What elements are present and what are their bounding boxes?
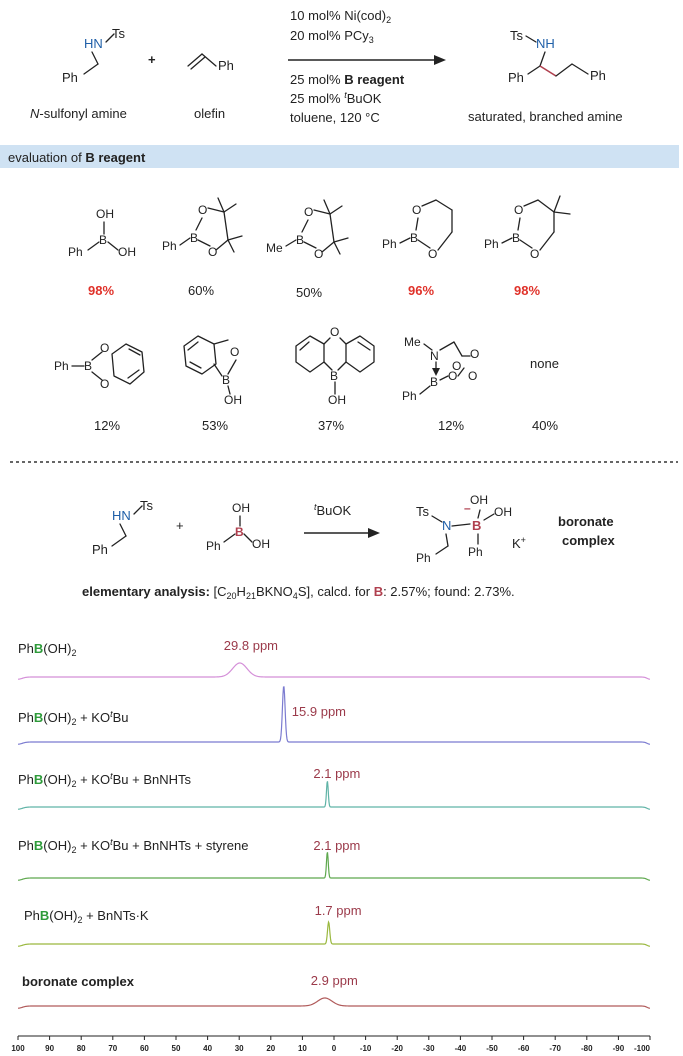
svg-text:B: B bbox=[430, 375, 439, 389]
svg-text:Ph: Ph bbox=[484, 237, 499, 251]
ph-label: Ph bbox=[218, 58, 234, 73]
condition-line-4: 25 mol% $^t$BuOK bbox=[290, 90, 382, 106]
svg-text:Ph: Ph bbox=[162, 239, 177, 253]
elemental-analysis: elementary analysis: $[C_{20}H_{21}BKNO_4S]$, calcd. for B: 2.57%; found: 2.73%. bbox=[82, 584, 515, 601]
svg-text:O: O bbox=[468, 369, 478, 383]
peak-label-1: 29.8 ppm bbox=[223, 638, 279, 653]
reagent-benzoxaborole bbox=[184, 336, 242, 407]
reagent-mida-boronate bbox=[402, 335, 479, 403]
arrow-head bbox=[368, 528, 380, 538]
svg-text:–: – bbox=[464, 501, 471, 515]
axis-tick-label: -100 bbox=[633, 1044, 650, 1053]
svg-text:OH: OH bbox=[232, 501, 250, 515]
axis-tick-label: -70 bbox=[549, 1044, 561, 1053]
peak-label-4: 2.1 ppm bbox=[313, 838, 361, 853]
svg-text:OH: OH bbox=[224, 393, 242, 407]
svg-text:B: B bbox=[222, 373, 231, 387]
svg-text:Ts: Ts bbox=[416, 504, 429, 519]
reagent-neopentyl-glycol-ester bbox=[484, 196, 570, 261]
reagent-label: $^t$BuOK bbox=[314, 502, 352, 518]
reagent-row-2 bbox=[54, 325, 559, 407]
svg-text:B: B bbox=[410, 231, 419, 245]
svg-text:O: O bbox=[412, 203, 422, 217]
yield-value: 98% bbox=[514, 283, 541, 298]
axis-tick-label: 70 bbox=[108, 1044, 118, 1053]
svg-text:Ph: Ph bbox=[402, 389, 417, 403]
svg-text:OH: OH bbox=[96, 207, 114, 221]
axis-tick-label: 30 bbox=[234, 1044, 244, 1053]
svg-text:O: O bbox=[530, 247, 540, 261]
peak-label-5: 1.7 ppm bbox=[314, 903, 362, 918]
svg-text:Ph: Ph bbox=[68, 245, 83, 259]
yield-value: 98% bbox=[88, 283, 115, 298]
peak-label-2: 15.9 ppm bbox=[291, 704, 347, 719]
boronate-complex-structure bbox=[416, 493, 512, 565]
yields-row-1 bbox=[88, 283, 540, 300]
complex-reaction bbox=[92, 493, 616, 565]
spectrum-trace-6 bbox=[18, 998, 650, 1008]
svg-text:O: O bbox=[100, 341, 110, 355]
top-reaction bbox=[30, 8, 623, 125]
axis-tick-label: -80 bbox=[581, 1044, 593, 1053]
svg-text:Me: Me bbox=[404, 335, 421, 349]
svg-text:B: B bbox=[330, 369, 339, 383]
reagent-dibenzoxaborinine bbox=[296, 325, 374, 407]
ph-label: Ph bbox=[590, 68, 606, 83]
axis-tick-label: 90 bbox=[45, 1044, 55, 1053]
axis-tick-label: -60 bbox=[517, 1044, 530, 1053]
peak-label-6: 2.9 ppm bbox=[310, 973, 358, 988]
svg-text:O: O bbox=[314, 247, 324, 261]
ts-label: Ts bbox=[112, 26, 125, 41]
new-bond bbox=[540, 66, 556, 76]
product-label: saturated, branched amine bbox=[468, 109, 623, 124]
styrene-structure bbox=[188, 54, 234, 73]
sulfonyl-amine-structure bbox=[62, 26, 126, 85]
yield-value: 37% bbox=[318, 418, 345, 433]
axis-tick-label: 20 bbox=[266, 1044, 276, 1053]
plus-sign: + bbox=[148, 52, 156, 67]
product-bold-2: complex bbox=[562, 533, 615, 548]
axis-tick-label: 50 bbox=[171, 1044, 181, 1053]
spectrum-label-4: $PhB(OH)_2 + KO^tBu$ + BnNHTs + styrene bbox=[18, 837, 249, 855]
spectrum-labels bbox=[18, 641, 248, 989]
product-bold-1: boronate bbox=[558, 514, 614, 529]
svg-text:Ph: Ph bbox=[54, 359, 69, 373]
spectrum-label-1: $PhB(OH)_2$ bbox=[18, 641, 77, 658]
condition-line-1: 10 mol% $Ni(cod)_2$ bbox=[290, 8, 392, 25]
yield-value: 12% bbox=[438, 418, 465, 433]
svg-text:O: O bbox=[208, 245, 218, 259]
svg-text:OH: OH bbox=[328, 393, 346, 407]
svg-text:O: O bbox=[448, 369, 458, 383]
spectrum-trace-4 bbox=[18, 852, 650, 880]
spectrum-label-5: $PhB(OH)_2$ + BnNTs·K bbox=[24, 908, 149, 925]
olefin-label: olefin bbox=[194, 106, 226, 121]
svg-text:Ph: Ph bbox=[468, 545, 483, 559]
svg-text:Ph: Ph bbox=[382, 237, 397, 251]
svg-text:O: O bbox=[100, 377, 110, 391]
svg-text:B: B bbox=[190, 231, 199, 245]
svg-text:Me: Me bbox=[266, 241, 283, 255]
svg-text:B: B bbox=[472, 518, 482, 533]
svg-text:B: B bbox=[235, 525, 244, 539]
axis-tick-label: -10 bbox=[359, 1044, 372, 1053]
condition-line-5: toluene, 120 °C bbox=[290, 110, 380, 125]
svg-text:O: O bbox=[198, 203, 208, 217]
reagent-phenyl-bpin bbox=[162, 198, 242, 259]
axis-tick-label: 0 bbox=[331, 1044, 337, 1053]
none-label: none bbox=[530, 356, 559, 371]
counter-ion: K+ bbox=[512, 535, 526, 551]
svg-text:OH: OH bbox=[118, 245, 136, 259]
axis-tick-label: 40 bbox=[203, 1044, 213, 1053]
spectrum-label-3: $PhB(OH)_2 + KO^tBu$ + BnNHTs bbox=[18, 771, 192, 789]
reagent-row-1 bbox=[68, 196, 570, 261]
svg-text:OH: OH bbox=[494, 505, 512, 519]
axis-tick-label: -20 bbox=[391, 1044, 403, 1053]
axis-tick-label: -50 bbox=[486, 1044, 498, 1053]
svg-text:O: O bbox=[470, 347, 480, 361]
svg-text:N: N bbox=[430, 349, 439, 363]
svg-text:O: O bbox=[230, 345, 240, 359]
peak-label-3: 2.1 ppm bbox=[313, 766, 361, 781]
svg-text:O: O bbox=[428, 247, 438, 261]
nh-atom: NH bbox=[536, 36, 555, 51]
svg-text:O: O bbox=[452, 359, 462, 373]
svg-text:O: O bbox=[514, 203, 524, 217]
svg-text:B: B bbox=[512, 231, 521, 245]
reagent-catechol-boronate bbox=[54, 341, 144, 391]
axis-tick-label: 100 bbox=[11, 1044, 25, 1053]
reagent-phenylboronic-acid bbox=[68, 207, 136, 259]
svg-text:N: N bbox=[442, 518, 452, 533]
axis-tick-label: 60 bbox=[139, 1044, 149, 1053]
condition-line-3: 25 mol% B reagent bbox=[290, 72, 405, 87]
svg-text:Ph: Ph bbox=[206, 539, 221, 553]
svg-text:O: O bbox=[304, 205, 314, 219]
yield-value: 60% bbox=[188, 283, 215, 298]
spectrum-label-6: boronate complex bbox=[22, 974, 134, 989]
yield-value: 50% bbox=[296, 285, 323, 300]
nmr-spectra bbox=[18, 638, 650, 1008]
nh-atom: HN bbox=[84, 36, 103, 51]
reagent-dioxaborinane bbox=[382, 200, 452, 261]
spectrum-trace-5 bbox=[18, 922, 650, 946]
amine-label: N-sulfonyl amine bbox=[30, 106, 127, 121]
svg-text:B: B bbox=[99, 233, 108, 247]
axis-tick-label: -30 bbox=[423, 1044, 435, 1053]
ph-label: Ph bbox=[62, 70, 78, 85]
yield-value: 40% bbox=[532, 418, 559, 433]
bnnhts-structure bbox=[92, 498, 154, 557]
arrow-head bbox=[434, 55, 446, 65]
yield-value: 96% bbox=[408, 283, 435, 298]
axis-tick-label: -90 bbox=[612, 1044, 625, 1053]
axis-tick-label: -40 bbox=[454, 1044, 467, 1053]
spectrum-trace-1 bbox=[18, 663, 650, 679]
svg-text:Ph: Ph bbox=[416, 551, 431, 565]
product-structure bbox=[508, 28, 606, 85]
reagent-methyl-bpin bbox=[266, 200, 348, 261]
svg-text:OH: OH bbox=[252, 537, 270, 551]
svg-text:B: B bbox=[84, 359, 93, 373]
phenylboronic-acid-structure bbox=[206, 501, 270, 553]
svg-text:B: B bbox=[296, 233, 305, 247]
ts-label: Ts bbox=[510, 28, 523, 43]
ppm-axis bbox=[11, 1036, 650, 1053]
yield-value: 53% bbox=[202, 418, 229, 433]
yield-value: 12% bbox=[94, 418, 121, 433]
svg-text:Ts: Ts bbox=[140, 498, 153, 513]
yields-row-2 bbox=[94, 418, 558, 433]
spectrum-label-2: $PhB(OH)_2 + KO^tBu$ bbox=[18, 709, 129, 727]
svg-text:Ph: Ph bbox=[92, 542, 108, 557]
svg-text:OH: OH bbox=[470, 493, 488, 507]
banner-text: evaluation of B reagent bbox=[8, 150, 146, 165]
plus-sign: + bbox=[176, 518, 184, 533]
condition-line-2: 20 mol% PCy$_3$ bbox=[290, 28, 374, 45]
axis-tick-label: 80 bbox=[76, 1044, 86, 1053]
nh-atom: HN bbox=[112, 508, 131, 523]
axis-tick-label: 10 bbox=[297, 1044, 307, 1053]
ph-label: Ph bbox=[508, 70, 524, 85]
svg-text:O: O bbox=[330, 325, 340, 339]
